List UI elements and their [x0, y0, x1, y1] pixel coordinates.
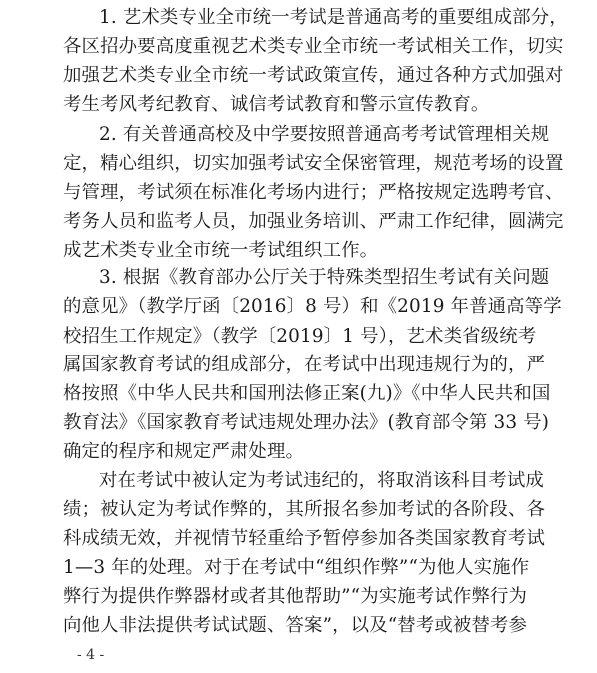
- paragraph-2-line-3: 与管理，考试须在标准化考场内进行；严格按规定选聘考官、: [63, 182, 564, 203]
- paragraph-3-line-6: 教育法》《国家教育考试违规处理办法》(教育部令第 33 号): [63, 412, 550, 433]
- paragraph-3-line-5: 格按照《中华人民共和国刑法修正案(九)》《中华人民共和国: [63, 383, 551, 404]
- paragraph-3-line-2: 的意见》（教学厅函〔2016〕8 号）和《2019 年普通高等学: [63, 296, 562, 317]
- paragraph-1-line-3: 加强艺术类专业全市统一考试政策宣传，通过各种方式加强对: [63, 65, 564, 86]
- paragraph-1-line-4: 考生考风考纪教育、诚信考试教育和警示宣传教育。: [63, 94, 490, 115]
- paragraph-4-line-5: 弊行为提供作弊器材或者其他帮助”“为实施考试作弊行为: [63, 586, 528, 607]
- paragraph-2-line-2: 定，精心组织，切实加强考试安全保密管理，规范考场的设置: [63, 153, 564, 174]
- paragraph-4-line-1: 对在考试中被认定为考试违纪的，将取消该科目考试成: [99, 470, 544, 491]
- paragraph-4-line-4: 1—3 年的处理。对于在考试中“组织作弊”“为他人实施作: [63, 557, 530, 578]
- paragraph-4-line-2: 绩；被认定为考试作弊的，其所报名参加考试的各阶段、各: [63, 499, 546, 520]
- paragraph-3-line-4: 属国家教育考试的组成部分，在考试中出现违规行为的，严: [63, 354, 546, 375]
- paragraph-3-line-3: 校招生工作规定》（教学〔2019〕1 号），艺术类省级统考: [63, 326, 537, 347]
- paragraph-4-line-6: 向他人非法提供考试试题、答案”，以及“替考或被替考参: [63, 615, 528, 636]
- page-number: - 4 -: [77, 647, 105, 663]
- paragraph-1-line-1: 1. 艺术类专业全市统一考试是普通高考的重要组成部分，: [99, 7, 568, 28]
- paragraph-3-line-1: 3. 根据《教育部办公厅关于特殊类型招生考试有关问题: [99, 267, 550, 288]
- paragraph-2-line-4: 考务人员和监考人员，加强业务培训、严肃工作纪律，圆满完: [63, 211, 564, 232]
- paragraph-1-line-2: 各区招办要高度重视艺术类专业全市统一考试相关工作，切实: [63, 36, 564, 57]
- paragraph-3-line-7: 确定的程序和规定严肃处理。: [63, 441, 305, 462]
- paragraph-2-line-5: 成艺术类专业全市统一考试组织工作。: [63, 240, 379, 261]
- paragraph-4-line-3: 科成绩无效，并视情节轻重给予暂停参加各类国家教育考试: [63, 528, 546, 549]
- paragraph-2-line-1: 2. 有关普通高校及中学要按照普通高考考试管理相关规: [99, 124, 550, 145]
